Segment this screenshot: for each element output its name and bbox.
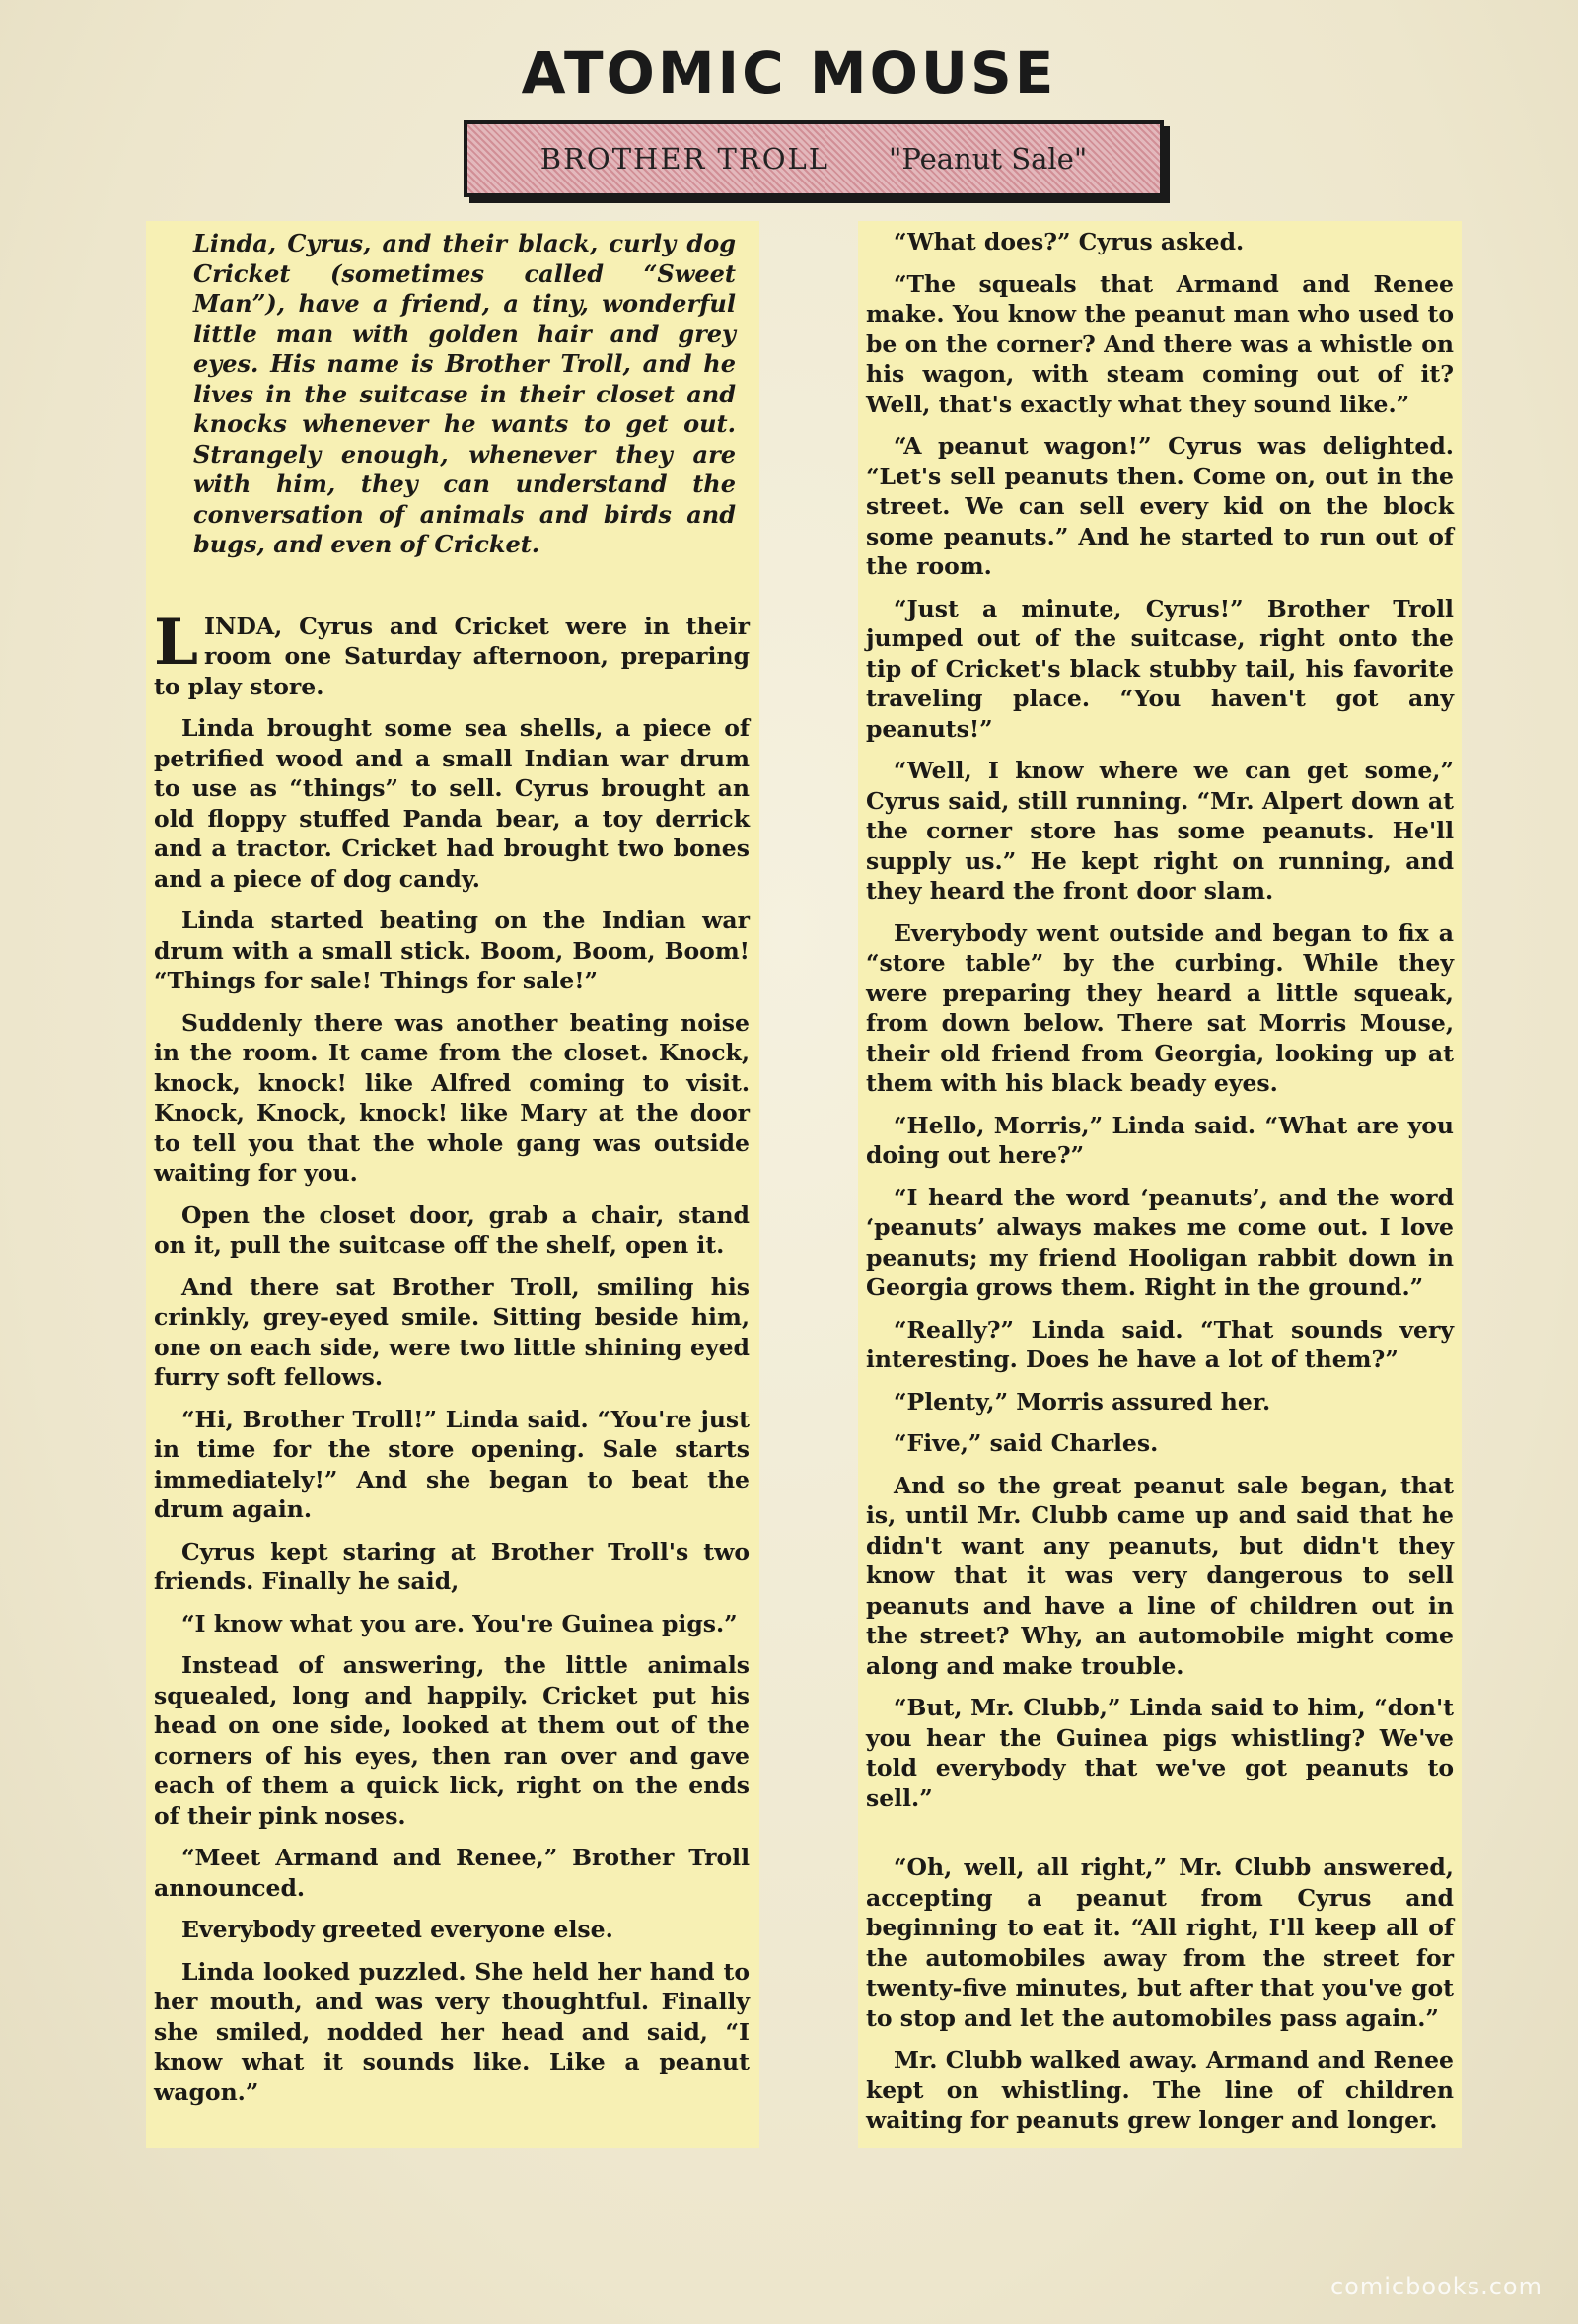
story-paragraph: Linda started beating on the Indian war drum with a small stick. Boom, Boom, Boom! “Things for sale! Things for sale!” — [154, 907, 750, 994]
drop-cap: L — [154, 605, 198, 680]
story-paragraph: “But, Mr. Clubb,” Linda said to him, “don't you hear the Guinea pigs whistling? We've told everybody that we've got peanuts to sell.” — [866, 1694, 1454, 1812]
site-watermark: comicbooks.com — [1329, 2273, 1542, 2300]
story-paragraph: “I know what you are. You're Guinea pigs.” — [181, 1609, 738, 1637]
story-paragraph: And there sat Brother Troll, smiling his crinkly, grey-eyed smile. Sitting beside him, one on each side, were two little shining eyed furry soft fellows. — [154, 1272, 750, 1391]
story-paragraph: Everybody went outside and began to fix a “store table” by the curbing. While they were preparing they heard a little squeak, from down below. There sat Morris Mouse, their old friend from Georgia, looking up at them with his black beady eyes. — [866, 918, 1454, 1097]
intro-paragraph: Linda, Cyrus, and their black, curly dog Cricket (sometimes called “Sweet Man”), have a friend, a tiny, wonderful little man with golden hair and grey eyes. His name is Brother Troll, and he lives in the suitcase in their closet and knocks whenever he wants to get out. Strangely enough, whenever they are with him, they can understand the conversation of animals and birds and bugs, and even of Cricket. — [193, 229, 736, 558]
story-paragraph: Instead of answering, the little animals squealed, long and happily. Cricket put his head on one side, looked at them out of the corners of his eyes, then ran over and gave each of them a quick lick, right on the ends of their pink noses. — [154, 1651, 750, 1830]
story-paragraph: LINDA, Cyrus and Cricket were in their room one Saturday afternoon, preparing to play store. — [154, 605, 750, 700]
story-paragraph: “What does?” Cyrus asked. — [894, 228, 1245, 255]
story-paragraph: Linda looked puzzled. She held her hand to her mouth, and was very thoughtful. Finally she smiled, nodded her head and said, “I know what it sounds like. Like a peanut wagon.” — [154, 1957, 750, 2106]
story-paragraph: “Five,” said Charles. — [894, 1429, 1159, 1457]
story-paragraph: Suddenly there was another beating noise in the room. It came from the closet. Knock, knock, knock! like Alfred coming to visit. Knock, Knock, knock! like Mary at the door to tell you that the whole gang was outside waiting for you. — [154, 1008, 750, 1187]
story-paragraph: “Hi, Brother Troll!” Linda said. “You're just in time for the store opening. Sale starts immediately!” And she began to beat the drum again. — [154, 1405, 750, 1523]
story-paragraph: Cyrus kept staring at Brother Troll's two friends. Finally he said, — [154, 1537, 750, 1595]
story-paragraph: “Hello, Morris,” Linda said. “What are you doing out here?” — [866, 1111, 1454, 1169]
story-name: BROTHER TROLL — [539, 142, 830, 176]
story-paragraph: Everybody greeted everyone else. — [181, 1916, 613, 1943]
story-paragraph: “Well, I know where we can get some,” Cyrus said, still running. “Mr. Alpert down at the corner store has some peanuts. He'll supply us.” He kept right on running, and they heard the front door slam. — [866, 757, 1454, 905]
story-paragraph: “A peanut wagon!” Cyrus was delighted. “Let's sell peanuts then. Come on, out in the street. We can sell every kid on the block some peanuts.” And he started to run out of the room. — [866, 432, 1454, 580]
story-paragraph: “Just a minute, Cyrus!” Brother Troll jumped out of the suitcase, right onto the tip of Cricket's black stubby tail, his favorite traveling place. “You haven't got any peanuts!” — [866, 594, 1454, 743]
story-paragraph: And so the great peanut sale began, that is, until Mr. Clubb came up and said that he didn't want any peanuts, but didn't they know that it was very dangerous to sell peanuts and have a line of children out in the street? Why, an automobile might come along and make trouble. — [866, 1471, 1454, 1680]
right-text-column — [858, 221, 1462, 2148]
story-paragraph: Linda brought some sea shells, a piece of petrified wood and a small Indian war drum to use as “things” to sell. Cyrus brought an old floppy stuffed Panda bear, a toy derrick and a tractor. Cricket had brought two bones and a piece of dog candy. — [154, 714, 750, 893]
story-title-banner — [464, 120, 1164, 197]
story-paragraph: “I heard the word ‘peanuts’, and the word ‘peanuts’ always makes me come out. I love peanuts; my friend Hooligan rabbit down in Georgia grows them. Right in the ground.” — [866, 1183, 1454, 1301]
story-paragraph: “Plenty,” Morris assured her. — [894, 1387, 1271, 1416]
story-paragraph: “The squeals that Armand and Renee make. You know the peanut man who used to be on the corner? And there was a whistle on his wagon, with steam coming out of it? Well, that's exactly what they sound like.” — [866, 269, 1454, 418]
story-paragraph: “Really?” Linda said. “That sounds very interesting. Does he have a lot of them?” — [866, 1315, 1454, 1373]
story-paragraph: “Oh, well, all right,” Mr. Clubb answered, accepting a peanut from Cyrus and beginning to eat it. “All right, I'll keep all of the automobiles away from the street for twenty-five minutes, but after that you've got to stop and let the automobiles pass again.” — [866, 1853, 1454, 2032]
left-text-column — [146, 221, 759, 2148]
story-paragraph: Mr. Clubb walked away. Armand and Renee kept on whistling. The line of children waiting for peanuts grew longer and longer. — [866, 2046, 1454, 2134]
story-paragraph: Open the closet door, grab a chair, stand on it, pull the suitcase off the shelf, open it. — [154, 1200, 750, 1259]
story-subtitle: "Peanut Sale" — [889, 142, 1088, 176]
story-paragraph: “Meet Armand and Renee,” Brother Troll announced. — [154, 1844, 750, 1902]
page-title: ATOMIC MOUSE — [521, 39, 1057, 107]
